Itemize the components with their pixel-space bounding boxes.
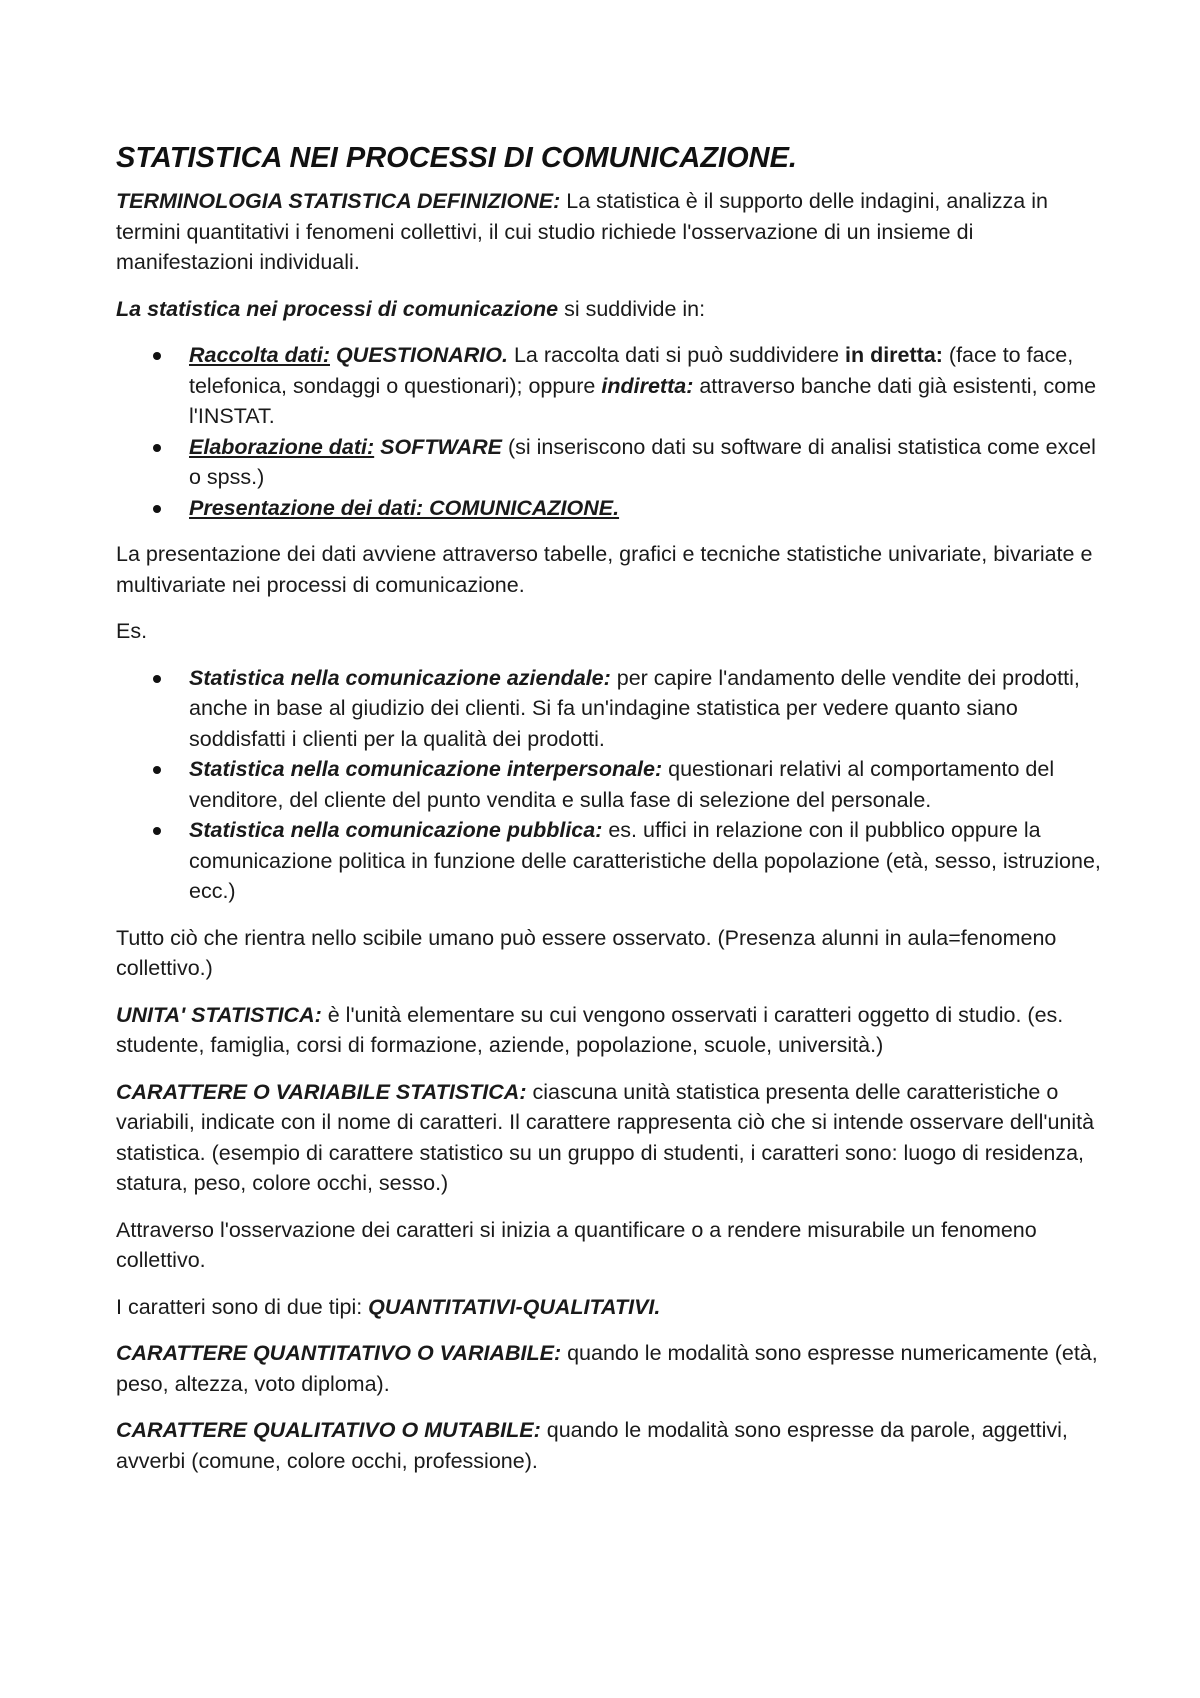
list-item-text: per capire l'andamento delle vendite dei prodotti, anche in base al giudizio dei clienti. Si fa un'indagine statistica per vedere quanto siano soddisfatti i clienti per la qualità dei prodotti. bbox=[189, 665, 1080, 751]
term-label: TERMINOLOGIA STATISTICA DEFINIZIONE: bbox=[116, 189, 561, 213]
paragraph-osservazione: Attraverso l'osservazione dei caratteri si inizia a quantificare o a rendere misurabile un fenomeno collettivo. bbox=[116, 1217, 1037, 1272]
list-item-heading: Elaborazione dati: bbox=[189, 434, 375, 459]
paragraph-text: è l'unità elementare su cui vengono osservati i caratteri oggetto di studio. (es. studente, famiglia, corsi di formazione, aziende, popolazione, scuole, università.) bbox=[116, 1002, 1064, 1057]
paragraph-quantitativo bbox=[116, 1338, 1106, 1399]
bullet-list-phases bbox=[116, 340, 1106, 523]
paragraph-text: La statistica è il supporto delle indagini, analizza in termini quantitativi i fenomeni collettivi, il cui studio richiede l'osservazione di un insieme di manifestazioni individuali. bbox=[116, 189, 1048, 274]
list-item-keyword: in diretta: bbox=[845, 343, 943, 367]
bullet-icon bbox=[153, 675, 161, 683]
document-body bbox=[116, 140, 1106, 1492]
list-item bbox=[116, 815, 1106, 907]
list-item bbox=[116, 493, 1106, 524]
list-item-text: attraverso banche dati già esistenti, come l'INSTAT. bbox=[189, 373, 1097, 428]
list-item bbox=[116, 754, 1106, 815]
page-title: STATISTICA NEI PROCESSI DI COMUNICAZIONE. bbox=[116, 142, 797, 174]
paragraph-qualitativo bbox=[116, 1415, 1106, 1476]
paragraph-presentation: La presentazione dei dati avviene attraverso tabelle, grafici e tecniche statistiche univariate, bivariate e multivariate nei processi di comunicazione. bbox=[116, 542, 1093, 597]
term-label: UNITA' STATISTICA: bbox=[116, 1002, 322, 1027]
paragraph-text: quando le modalità sono espresse da parole, aggettivi, avverbi (comune, colore occhi, professione). bbox=[116, 1418, 1068, 1473]
list-item-heading: Raccolta dati: bbox=[189, 343, 330, 367]
list-item-heading: Statistica nella comunicazione pubblica: bbox=[189, 818, 603, 842]
list-item-text: La raccolta dati si può suddividere bbox=[507, 343, 845, 367]
paragraph-carattere bbox=[116, 1077, 1106, 1199]
paragraph-text: ciascuna unità statistica presenta delle caratteristiche o variabili, indicate con il nome di caratteri. Il carattere rappresenta ciò che si intende osservare dell'unità statistica. (esempio di carattere statistico su un gruppo di studenti, i caratteri sono: luogo di residenza, statura, peso, colore occhi, sesso.) bbox=[116, 1079, 1095, 1195]
paragraph-text: si suddivide in: bbox=[558, 296, 706, 321]
paragraph-text: I caratteri sono di due tipi: bbox=[116, 1294, 369, 1319]
list-item-keyword: indiretta: bbox=[601, 373, 694, 398]
list-item bbox=[116, 340, 1106, 432]
paragraph-intro-list bbox=[116, 294, 1106, 325]
list-item-text: es. uffici in relazione con il pubblico oppure la comunicazione politica in funzione delle caratteristiche della popolazione (età, sesso, istruzione, ecc.) bbox=[189, 818, 1101, 903]
list-item-text: (si inseriscono dati su software di analisi statistica come excel o spss.) bbox=[189, 434, 1096, 489]
list-item-text: questionari relativi al comportamento del venditore, del cliente del punto vendita e sulla fase di selezione del personale. bbox=[189, 757, 1055, 812]
paragraph-text: quando le modalità sono espresse numericamente (età, peso, altezza, voto diploma). bbox=[116, 1341, 1098, 1396]
term-label: CARATTERE QUALITATIVO O MUTABILE: bbox=[116, 1418, 541, 1442]
list-item-keyword: SOFTWARE bbox=[374, 434, 502, 459]
bullet-icon bbox=[153, 352, 161, 360]
bullet-icon bbox=[153, 766, 161, 774]
term-label: CARATTERE O VARIABILE STATISTICA: bbox=[116, 1079, 527, 1104]
bullet-icon bbox=[153, 505, 161, 513]
list-item bbox=[116, 432, 1106, 493]
bullet-icon bbox=[153, 827, 161, 835]
bullet-list-examples bbox=[116, 663, 1106, 907]
list-item-heading: Statistica nella comunicazione aziendale: bbox=[189, 665, 611, 690]
paragraph-unita bbox=[116, 1000, 1106, 1061]
term-label: La statistica nei processi di comunicazione bbox=[116, 296, 559, 321]
term-label: CARATTERE QUANTITATIVO O VARIABILE: bbox=[116, 1341, 562, 1365]
term-label: QUANTITATIVI-QUALITATIVI. bbox=[368, 1294, 661, 1319]
paragraph-tipi bbox=[116, 1292, 1106, 1323]
list-item-heading: Statistica nella comunicazione interpersonale: bbox=[189, 757, 663, 781]
paragraph-definition bbox=[116, 186, 1106, 278]
list-item-text: (face to face, telefonica, sondaggi o questionari); oppure bbox=[189, 343, 1074, 398]
list-item-keyword: QUESTIONARIO. bbox=[329, 343, 508, 367]
paragraph-es: Es. bbox=[116, 619, 148, 643]
list-item bbox=[116, 663, 1106, 755]
bullet-icon bbox=[153, 444, 161, 452]
paragraph-scibile: Tutto ciò che rientra nello scibile umano può essere osservato. (Presenza alunni in aula=fenomeno collettivo.) bbox=[116, 925, 1057, 980]
list-item-heading: Presentazione dei dati: COMUNICAZIONE. bbox=[189, 495, 620, 520]
